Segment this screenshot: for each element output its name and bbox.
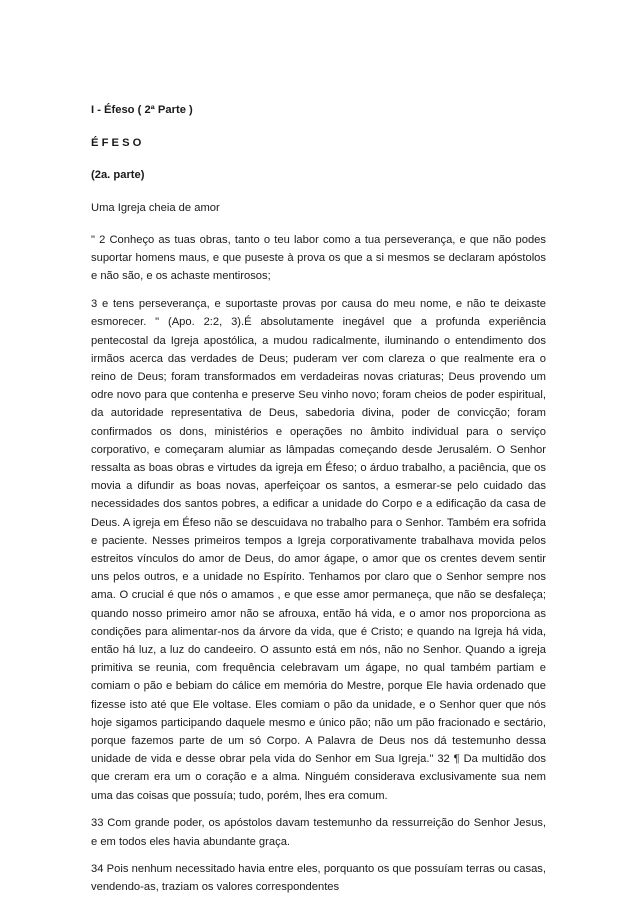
- document-heading-part: I - Éfeso ( 2ª Parte ): [91, 104, 193, 116]
- document-heading-city: É F E S O: [91, 136, 142, 149]
- document-subtitle: Uma Igreja cheia de amor: [91, 201, 220, 214]
- document-heading-sub: (2a. parte): [91, 169, 145, 181]
- paragraph-verse-33: 33 Com grande poder, os apóstolos davam testemunho da ressurreição do Senhor Jesus, e em todos eles havia abundante graça.: [91, 817, 546, 848]
- paragraph-verse-34: 34 Pois nenhum necessitado havia entre eles, porquanto os que possuíam terras ou casas, vendendo-as, traziam os valores correspondentes: [91, 863, 546, 894]
- paragraph-verse-3: 3 e tens perseverança, e suportaste provas por causa do meu nome, e não te deixaste esmorecer. " (Apo. 2:2, 3).É absolutamente inegável que a profunda experiência pentecostal da Igreja apostólica, a mudou radicalmente, iluminando o entendimento dos irmãos acerca das verdades de Deus; puderam ver com clareza o que realmente era o reino de Deus; foram transformados em verdadeiras novas criaturas; Deus provendo um odre novo para que contenha e preserve Seu vinho novo; foram cheios de poder espiritual, da autoridade representativa de Deus, sabedoria divina, poder de convicção; foram confirmados os dons, ministérios e operações no âmbito individual para o serviço corporativo, e começaram alumiar as lâmpadas começando desde Jerusalém. O Senhor ressalta as boas obras e virtudes da igreja em Éfeso; o árduo trabalho, a paciência, que os movia a difundir as boas novas, aperfeiçoar os santos, a esmerar-se pelo cuidado das necessidades dos santos pobres, a edificar a unidade do Corpo e a edificação da casa de Deus. A igreja em Éfeso não se descuidava no trabalho para o Senhor. Também era sofrida e paciente. Nesses primeiros tempos a Igreja corporativamente trabalhava movida pelos estreitos vínculos do amor de Deus, do amor ágape, o amor que os crentes devem sentir uns pelos outros, e a unidade no Espírito. Tenhamos por claro que o Senhor sempre nos ama. O crucial é que nós o amamos , e que esse amor permaneça, que não se desfaleça; quando nosso primeiro amor não se afrouxa, então há vida, e o amor nos proporciona as condições para alimentar-nos da árvore da vida, que é Cristo; e quando na Igreja há vida, então há luz, a luz do candeeiro. O assunto está em nós, não no Senhor. Quando a igreja primitiva se reunia, com frequência celebravam um ágape, no qual também partiam e comiam o pão e bebiam do cálice em memória do Mestre, porque Ele havia ordenado que fizesse isto até que Ele voltase. Eles comiam o pão da unidade, e o Senhor quer que nós hoje sigamos participando daquele mesmo e único pão; não um pão fracionado e sectário, porque fazemos parte de um só Corpo. A Palavra de Deus nos dá testemunho dessa unidade de vida e desse obrar pela vida do Senhor em Sua Igreja." 32 ¶ Da multidão dos que creram era um o coração e a alma. Ninguém considerava exclusivamente sua nem uma das coisas que possuía; tudo, porém, lhes era comum.: [91, 298, 546, 802]
- document-page: [91, 101, 546, 897]
- paragraph-verse-2: " 2 Conheço as tuas obras, tanto o teu labor como a tua perseverança, e que não podes suportar homens maus, e que puseste à prova os que a si mesmos se declaram apóstolos e não são, e os achaste mentirosos;: [91, 234, 546, 283]
